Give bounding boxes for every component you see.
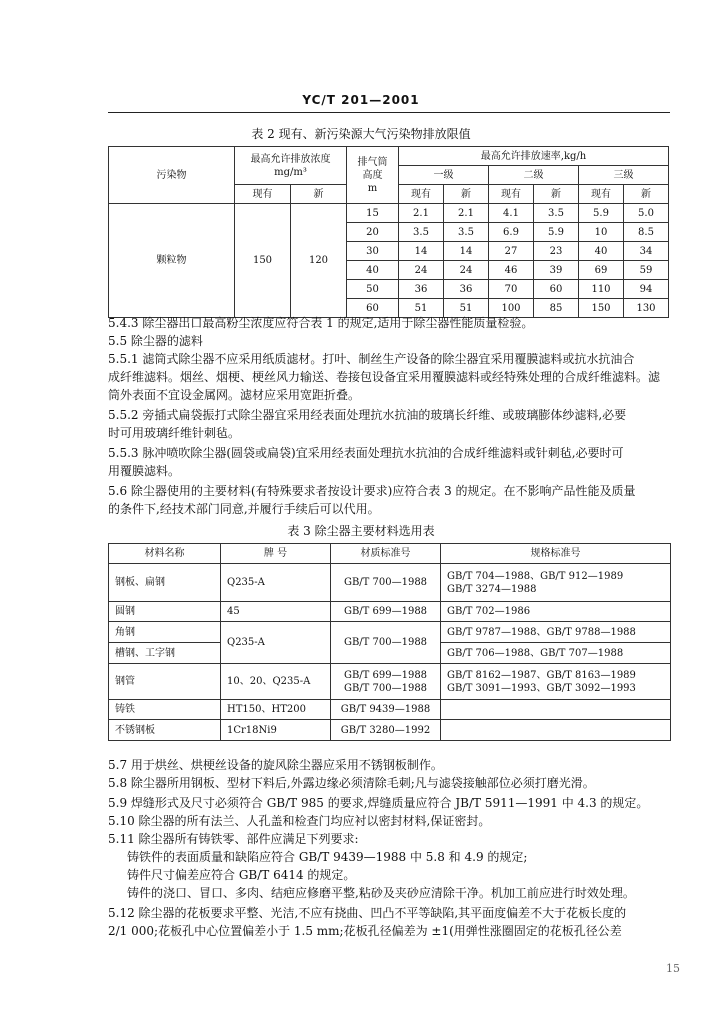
- cell: 110: [579, 280, 624, 299]
- cell: GB/T 706—1988、GB/T 707—1988: [441, 643, 671, 664]
- cell: 69: [579, 261, 624, 280]
- table-row: [109, 664, 671, 700]
- cell: 23: [534, 242, 579, 261]
- cell: 60: [534, 280, 579, 299]
- cell: 30: [347, 242, 399, 261]
- col-concentration: 最高允许排放浓度 mg/m³: [235, 147, 347, 185]
- g1-existing-header: 现有: [399, 185, 444, 204]
- cell: 不锈钢板: [109, 720, 221, 741]
- cell: 100: [489, 299, 534, 318]
- cell: 6.9: [489, 223, 534, 242]
- clause-5-9: 5.9 焊缝形式及尺寸必须符合 GB/T 985 的要求,焊缝质量应符合 JB/T 5911—1991 中 4.3 的规定。: [108, 796, 649, 810]
- materials-table: [108, 543, 671, 741]
- cell: 40: [579, 242, 624, 261]
- table-row: [109, 564, 671, 602]
- cell: 150: [579, 299, 624, 318]
- conc-new-header: 新: [291, 185, 347, 204]
- g1-new-header: 新: [444, 185, 489, 204]
- cell: 5.0: [624, 204, 669, 223]
- col-stack-height: 排气筒 高度 m: [347, 147, 399, 204]
- cell: 60: [347, 299, 399, 318]
- grade-3: 三级: [579, 166, 669, 185]
- grade-2: 二级: [489, 166, 579, 185]
- clause-5-11-item1: 铸铁件的表面质量和缺陷应符合 GB/T 9439—1988 中 5.8 和 4.9 的规定;: [127, 850, 528, 864]
- cell: HT150、HT200: [221, 700, 331, 720]
- cell: 46: [489, 261, 534, 280]
- clause-5-5-1-line3: 筒外表面不宜设金属网。滤材应采用宽距折叠。: [108, 388, 361, 402]
- clause-5-5-1-line2: 成纤维滤料。烟丝、烟梗、梗丝风力输送、卷接包设备宜采用覆膜滤料或经特殊处理的合成纤维滤料。滤: [108, 370, 661, 384]
- cell: 70: [489, 280, 534, 299]
- cell: 14: [444, 242, 489, 261]
- table-row: [109, 700, 671, 720]
- cell: 10、20、Q235-A: [221, 664, 331, 700]
- cell: 51: [399, 299, 444, 318]
- cell: 94: [624, 280, 669, 299]
- cell: GB/T 700—1988: [331, 564, 441, 602]
- header-spec-std: 规格标准号: [441, 544, 671, 564]
- cell: 钢管: [109, 664, 221, 700]
- header-grade: 牌 号: [221, 544, 331, 564]
- cell: 4.1: [489, 204, 534, 223]
- g2-new-header: 新: [534, 185, 579, 204]
- grade-1: 一级: [399, 166, 489, 185]
- cell: 20: [347, 223, 399, 242]
- cell: GB/T 699—1988 GB/T 700—1988: [331, 664, 441, 700]
- cell: 2.1: [444, 204, 489, 223]
- cell: GB/T 704—1988、GB/T 912—1989 GB/T 3274—1988: [441, 564, 671, 602]
- clause-5-5-2-line1: 5.5.2 旁插式扁袋振打式除尘器宜采用经表面处理抗水抗油的玻璃长纤维、或玻璃膨体纱滤料,必要: [108, 408, 627, 422]
- clause-5-6-line2: 的条件下,经技术部门同意,并履行手续后可以代用。: [108, 502, 380, 516]
- page-number: 15: [666, 962, 680, 975]
- clause-5-5-3-line1: 5.5.3 脉冲喷吹除尘器(圆袋或扁袋)宜采用经表面处理抗水抗油的合成纤维滤料或针刺毡,必要时可: [108, 446, 624, 460]
- g2-existing-header: 现有: [489, 185, 534, 204]
- cell: 40: [347, 261, 399, 280]
- cell: 39: [534, 261, 579, 280]
- cell: 3.5: [399, 223, 444, 242]
- cell: 5.9: [579, 204, 624, 223]
- cell: Q235-A: [221, 622, 331, 664]
- cell: 45: [221, 602, 331, 622]
- cell: 5.9: [534, 223, 579, 242]
- clause-5-5-1-line1: 5.5.1 滤筒式除尘器不应采用纸质滤材。打叶、制丝生产设备的除尘器宜采用覆膜滤料或抗水抗油合: [108, 352, 635, 366]
- header-material-std: 材质标准号: [331, 544, 441, 564]
- page-header: YC/T 201—2001: [302, 93, 420, 107]
- cell: 50: [347, 280, 399, 299]
- cell: GB/T 702—1986: [441, 602, 671, 622]
- cell: 59: [624, 261, 669, 280]
- cell: 34: [624, 242, 669, 261]
- col-emission-rate: 最高允许排放速率,kg/h: [399, 147, 669, 166]
- table-row: [109, 602, 671, 622]
- table-row: [109, 720, 671, 741]
- cell: 8.5: [624, 223, 669, 242]
- conc-new: 120: [291, 204, 347, 318]
- cell: GB/T 700—1988: [331, 622, 441, 664]
- cell: 36: [444, 280, 489, 299]
- cell: 85: [534, 299, 579, 318]
- cell: 钢板、扁钢: [109, 564, 221, 602]
- cell: 槽钢、工字钢: [109, 643, 221, 664]
- conc-existing-header: 现有: [235, 185, 291, 204]
- clause-5-4-3: 5.4.3 除尘器出口最高粉尘浓度应符合表 1 的规定,适用于除尘器性能质量检验。: [108, 316, 534, 330]
- header-material: 材料名称: [109, 544, 221, 564]
- table3-caption: 表 3 除尘器主要材料选用表: [287, 524, 435, 538]
- table2-caption: 表 2 现有、新污染源大气污染物排放限值: [251, 127, 471, 141]
- emission-limits-table: [108, 146, 669, 318]
- col-pollutant: 污染物: [109, 147, 235, 204]
- cell: GB/T 9439—1988: [331, 700, 441, 720]
- cell: 铸铁: [109, 700, 221, 720]
- cell: 3.5: [534, 204, 579, 223]
- clause-5-5-3-line2: 用覆膜滤料。: [108, 464, 181, 478]
- cell: [441, 720, 671, 741]
- clause-5-12-line2: 2/1 000;花板孔中心位置偏差小于 1.5 mm;花板孔径偏差为 ±1(用弹性涨圈固定的花板孔径公差: [108, 924, 622, 938]
- cell: 1Cr18Ni9: [221, 720, 331, 741]
- cell: GB/T 699—1988: [331, 602, 441, 622]
- cell: 10: [579, 223, 624, 242]
- cell: GB/T 8162—1987、GB/T 8163—1989 GB/T 3091—1993、GB/T 3092—1993: [441, 664, 671, 700]
- conc-existing: 150: [235, 204, 291, 318]
- clause-5-10: 5.10 除尘器的所有法兰、人孔盖和检查门均应衬以密封材料,保证密封。: [108, 814, 491, 828]
- header-rule: [108, 112, 670, 113]
- clause-5-11: 5.11 除尘器所有铸铁零、部件应满足下列要求:: [108, 832, 359, 846]
- table-row: [109, 622, 671, 643]
- cell: GB/T 9787—1988、GB/T 9788—1988: [441, 622, 671, 643]
- clause-5-5: 5.5 除尘器的滤料: [108, 334, 203, 348]
- cell: 130: [624, 299, 669, 318]
- cell: 15: [347, 204, 399, 223]
- cell: 3.5: [444, 223, 489, 242]
- clause-5-11-item3: 铸件的浇口、冒口、多肉、结疤应修磨平整,粘砂及夹砂应清除干净。机加工前应进行时效处理。: [127, 886, 635, 900]
- clause-5-5-2-line2: 时可用玻璃纤维针刺毡。: [108, 426, 241, 440]
- cell: 2.1: [399, 204, 444, 223]
- cell: 24: [399, 261, 444, 280]
- clause-5-6-line1: 5.6 除尘器使用的主要材料(有特殊要求者按设计要求)应符合表 3 的规定。在不影响产品性能及质量: [108, 484, 636, 498]
- cell: 24: [444, 261, 489, 280]
- g3-existing-header: 现有: [579, 185, 624, 204]
- cell: 36: [399, 280, 444, 299]
- cell: Q235-A: [221, 564, 331, 602]
- cell: 圆钢: [109, 602, 221, 622]
- cell: 角钢: [109, 622, 221, 643]
- cell: 27: [489, 242, 534, 261]
- g3-new-header: 新: [624, 185, 669, 204]
- cell: 14: [399, 242, 444, 261]
- clause-5-12-line1: 5.12 除尘器的花板要求平整、光洁,不应有挠曲、凹凸不平等缺陷,其平面度偏差不大于花板长度的: [108, 906, 627, 920]
- cell: GB/T 3280—1992: [331, 720, 441, 741]
- cell: 51: [444, 299, 489, 318]
- clause-5-11-item2: 铸件尺寸偏差应符合 GB/T 6414 的规定。: [127, 868, 356, 882]
- clause-5-8: 5.8 除尘器所用钢板、型材下料后,外露边缘必须清除毛刺;凡与滤袋接触部位必须打磨光滑。: [108, 776, 595, 790]
- clause-5-7: 5.7 用于烘丝、烘梗丝设备的旋风除尘器应采用不锈钢板制作。: [108, 758, 443, 772]
- pollutant-name: 颗粒物: [109, 204, 235, 318]
- cell: [441, 700, 671, 720]
- table-row: [109, 204, 669, 223]
